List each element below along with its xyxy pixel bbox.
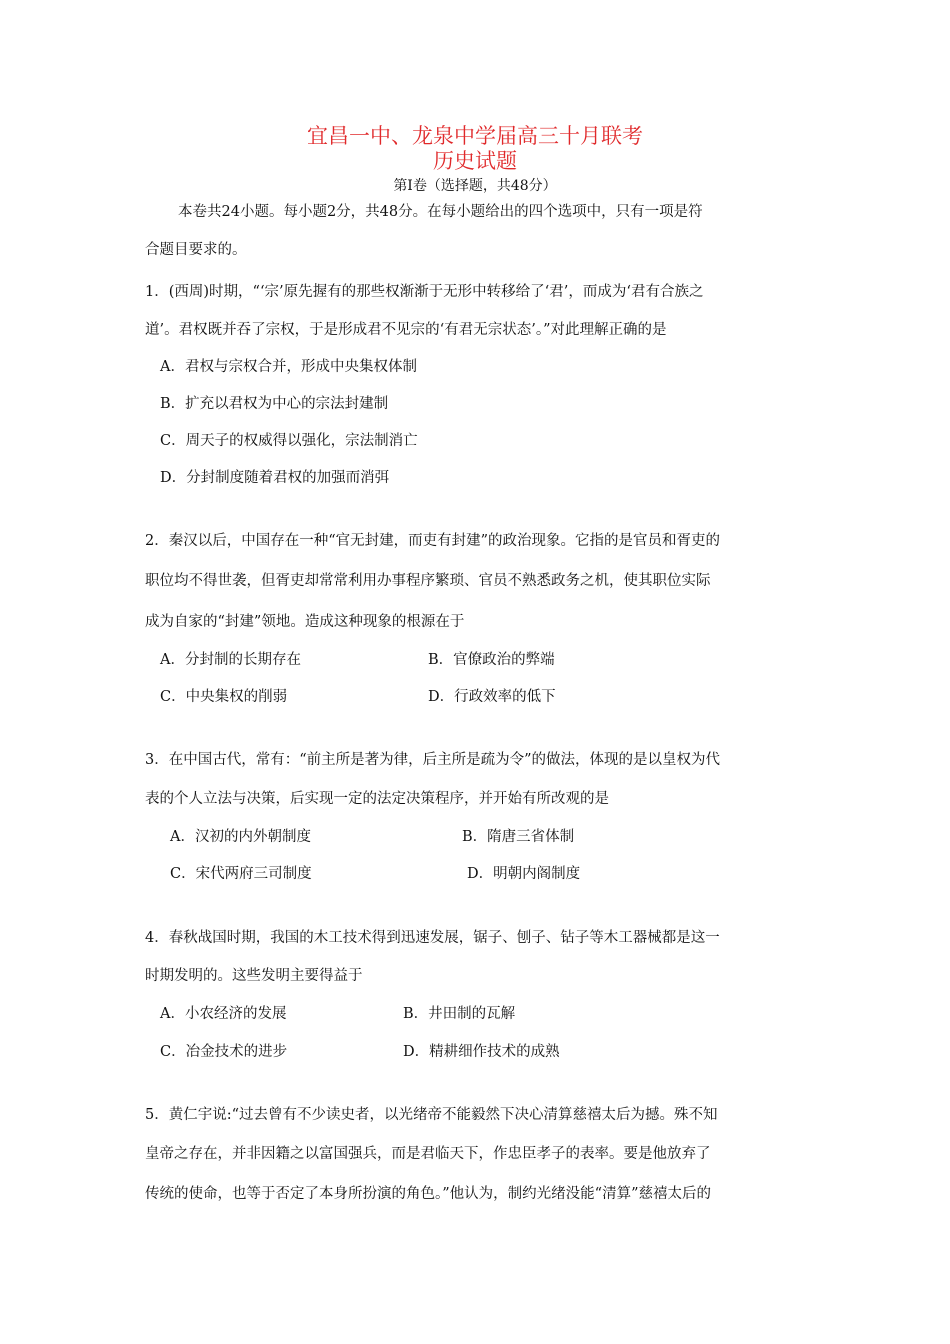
question-text-line: 职位均不得世袭，但胥吏却常常利用办事程序繁琐、官员不熟悉政务之机，使其职位实际 xyxy=(145,573,711,589)
option-d: D．精耕细作技术的成熟 xyxy=(403,1044,560,1060)
question-text-line: 4．春秋战国时期，我国的木工技术得到迅速发展，锯子、刨子、钻子等木工器械都是这一 xyxy=(145,930,720,946)
option-c: C．宋代两府三司制度 xyxy=(170,866,312,882)
question-text-line: 成为自家的“封建”领地。造成这种现象的根源在于 xyxy=(145,614,465,630)
exam-subject-title: 历史试题 xyxy=(433,149,517,173)
question-text-line: 道’。君权既并吞了宗权，于是形成君不见宗的‘有君无宗状态’。”对此理解正确的是 xyxy=(145,322,667,338)
section-heading: 第Ⅰ卷（选择题，共48分） xyxy=(393,178,557,194)
option-d: D．明朝内阁制度 xyxy=(467,866,581,882)
option-c: C．冶金技术的进步 xyxy=(160,1044,288,1060)
question-text-line: 传统的使命，也等于否定了本身所扮演的角色。”他认为，制约光绪没能“清算”慈禧太后的 xyxy=(145,1186,711,1202)
option-c: C．周天子的权威得以强化，宗法制消亡 xyxy=(160,433,418,449)
option-d: D．行政效率的低下 xyxy=(428,689,556,705)
option-a: A．汉初的内外朝制度 xyxy=(170,829,311,845)
instructions-line: 合题目要求的。 xyxy=(145,242,247,258)
exam-title: 宜昌一中、龙泉中学届高三十月联考 xyxy=(307,124,643,148)
question-text-line: 2．秦汉以后，中国存在一种“官无封建，而吏有封建”的政治现象。它指的是官员和胥吏的 xyxy=(145,533,721,549)
question-text-line: 3．在中国古代，常有：“前主所是著为律，后主所是疏为令”的做法，体现的是以皇权为代 xyxy=(145,752,721,768)
question-text-line: 表的个人立法与决策，后实现一定的法定决策程序，并开始有所改观的是 xyxy=(145,791,609,807)
question-text-line: 5．黄仁宇说:“过去曾有不少读史者，以光绪帝不能毅然下决心清算慈禧太后为撼。殊不知 xyxy=(145,1107,718,1123)
option-b: B．隋唐三省体制 xyxy=(462,829,575,845)
question-text-line: 时期发明的。这些发明主要得益于 xyxy=(145,968,363,984)
option-b: B．扩充以君权为中心的宗法封建制 xyxy=(160,396,389,412)
option-a: A．君权与宗权合并，形成中央集权体制 xyxy=(160,359,417,375)
option-c: C．中央集权的削弱 xyxy=(160,689,288,705)
option-b: B．井田制的瓦解 xyxy=(403,1006,516,1022)
option-a: A．小农经济的发展 xyxy=(160,1006,287,1022)
option-d: D．分封制度随着君权的加强而消弭 xyxy=(160,470,390,486)
option-b: B．官僚政治的弊端 xyxy=(428,652,555,668)
question-text-line: 1．(西周)时期，“‘宗’原先握有的那些权渐渐于无形中转移给了‘君’，而成为‘君有合族之 xyxy=(145,284,704,300)
option-a: A．分封制的长期存在 xyxy=(160,652,301,668)
instructions-line: 本卷共24小题。每小题2分，共48分。在每小题给出的四个选项中，只有一项是符 xyxy=(178,204,703,220)
question-text-line: 皇帝之存在，并非因籍之以富国强兵，而是君临天下，作忠臣孝子的表率。要是他放弃了 xyxy=(145,1146,711,1162)
